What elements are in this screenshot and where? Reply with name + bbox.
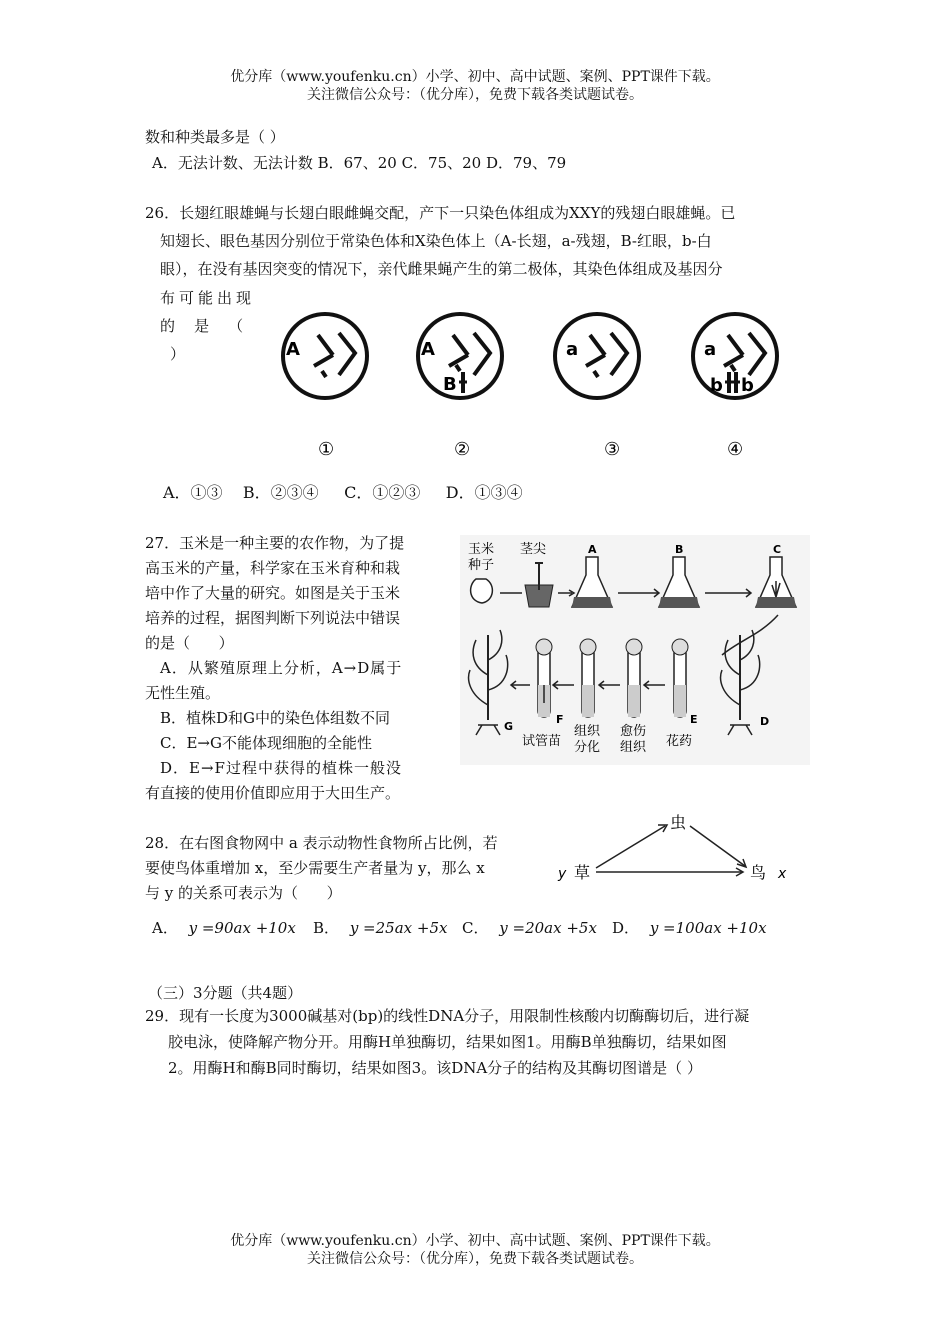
q28-line2: 要使鸟体重增加 x，至少需要生产者量为 y，那么 x	[145, 859, 485, 877]
q28-line1: 28．在右图食物网中 a 表示动物性食物所占比例，若	[145, 834, 498, 852]
q29-line3: 2。用酶H和酶B同时酶切，结果如图3。该DNA分子的结构及其酶切图谱是（ ）	[168, 1059, 702, 1077]
q27-line5: 的是（ ）	[145, 634, 234, 652]
q28-option-a-label: A．	[152, 919, 178, 937]
label-b: B	[675, 543, 684, 556]
q28-option-d-label: D．	[612, 919, 640, 937]
cell-4-label: ④	[727, 439, 744, 460]
q27-line1: 27．玉米是一种主要的农作物，为了提	[145, 534, 405, 552]
label-test-tube-plantlet: 试管苗	[522, 734, 562, 749]
q29-line1: 29．现有一长度为3000碱基对(bp)的线性DNA分子，用限制性核酸内切酶酶切后，进行凝	[145, 1007, 750, 1025]
q25-tail: 数和种类最多是（ ）	[145, 128, 285, 146]
cell-1-gene-top: A	[286, 339, 300, 360]
cell-1-label: ①	[318, 439, 335, 460]
q27-option-d: D．E→F过程中获得的植株一般没	[160, 759, 402, 777]
q28-food-web	[550, 808, 800, 888]
node-bird: 鸟	[750, 863, 767, 882]
label-seed-1: 玉米	[468, 542, 495, 557]
cell-4-gene-top: a	[704, 339, 717, 360]
cell-4-gene-bottom: b	[710, 375, 723, 396]
q27-line4: 培养的过程，据图判断下列说法中错误	[145, 609, 401, 627]
page-header-line2: 关注微信公众号：（优分库），免费下载各类试题试卷。	[307, 87, 643, 103]
cell-1	[283, 314, 367, 460]
cell-4	[693, 314, 777, 460]
q29-line2: 胶电泳，使降解产物分开。用酶H单独酶切，结果如图1。用酶B单独酶切，结果如图	[168, 1033, 727, 1051]
q28-option-c	[462, 915, 597, 941]
q26-options: A．①③ B．②③④ C．①②③ D．①③④	[163, 483, 523, 502]
q28-option-d-expr: y =100ax +10x	[649, 919, 767, 937]
label-x: x	[778, 866, 787, 882]
q28-option-c-label: C．	[462, 919, 489, 937]
q27-option-d-cont: 有直接的使用价值即应用于大田生产。	[145, 784, 401, 802]
q26-line4: 布可能出现	[160, 289, 256, 307]
q27-line3: 培中作了大量的研究。如图是关于玉米	[145, 584, 401, 602]
label-anther: 花药	[666, 734, 693, 749]
q26-line3: 眼），在没有基因突变的情况下，亲代雌果蝇产生的第二极体，其染色体组成及基因分	[160, 260, 723, 278]
page-footer-line1: 优分库（www.youfenku.cn）小学、初中、高中试题、案例、PPT课件下载。	[230, 1233, 720, 1249]
page-header-line1: 优分库（www.youfenku.cn）小学、初中、高中试题、案例、PPT课件下载。	[230, 69, 720, 85]
q26-chromosome-figure	[270, 305, 790, 475]
label-stem-tip: 茎尖	[520, 542, 547, 557]
q27-option-b: B．植株D和G中的染色体组数不同	[160, 709, 391, 727]
q26-line5: 的 是 （	[160, 317, 244, 335]
label-d: D	[760, 715, 770, 728]
q28-option-b	[313, 915, 447, 941]
q27-option-a-cont: 无性生殖。	[145, 684, 221, 702]
q27-option-a: A．从繁殖原理上分析，A→D属于	[160, 659, 403, 677]
q26-line6: ）	[170, 345, 186, 363]
q28-line3: 与 y 的关系可表示为（ ）	[145, 884, 342, 902]
label-diff-2: 分化	[574, 740, 601, 755]
label-callus-2: 组织	[620, 740, 647, 755]
label-f: F	[556, 713, 564, 726]
section-3-title: （三）3分题（共4题）	[148, 984, 303, 1002]
label-callus-1: 愈伤	[620, 724, 647, 739]
cell-2-label: ②	[454, 439, 471, 460]
label-a: A	[588, 543, 597, 556]
q28-option-b-expr: y =25ax +5x	[349, 919, 448, 937]
q28-option-b-label: B．	[313, 919, 340, 937]
q27-line2: 高玉米的产量，科学家在玉米育种和栽	[145, 559, 401, 577]
node-insect: 虫	[670, 813, 687, 832]
cell-4-gene-bottom2: b	[741, 375, 754, 396]
node-grass: 草	[574, 863, 591, 882]
label-c: C	[773, 543, 782, 556]
q28-option-c-expr: y =20ax +5x	[499, 919, 597, 937]
label-seed-2: 种子	[468, 558, 495, 573]
label-y: y	[558, 866, 567, 882]
label-g: G	[504, 720, 514, 733]
cell-2-gene-top: A	[421, 339, 435, 360]
q28-option-a	[152, 915, 296, 941]
label-diff-1: 组织	[574, 724, 601, 739]
cell-3-label: ③	[604, 439, 621, 460]
cell-2	[418, 314, 502, 460]
q27-option-c: C．E→G不能体现细胞的全能性	[160, 734, 372, 752]
q27-corn-culture-figure	[460, 535, 810, 765]
q28-option-a-expr: y =90ax +10x	[188, 919, 296, 937]
cell-2-gene-bottom: B	[443, 374, 457, 395]
q26-line2: 知翅长、眼色基因分别位于常染色体和X染色体上（A-长翅，a-残翅，B-红眼，b-白	[160, 232, 712, 250]
corn-seed	[471, 579, 493, 603]
cell-3-gene-top: a	[566, 339, 579, 360]
q28-option-d	[612, 915, 767, 941]
q26-line1: 26．长翅红眼雄蝇与长翅白眼雌蝇交配，产下一只染色体组成为XXY的残翅白眼雄蝇。已	[145, 204, 736, 222]
q25-options: A．无法计数、无法计数 B．67、20 C．75、20 D．79、79	[152, 154, 567, 172]
cell-3	[555, 314, 639, 460]
page-footer-line2: 关注微信公众号：（优分库），免费下载各类试题试卷。	[307, 1251, 643, 1267]
label-e: E	[690, 713, 698, 726]
